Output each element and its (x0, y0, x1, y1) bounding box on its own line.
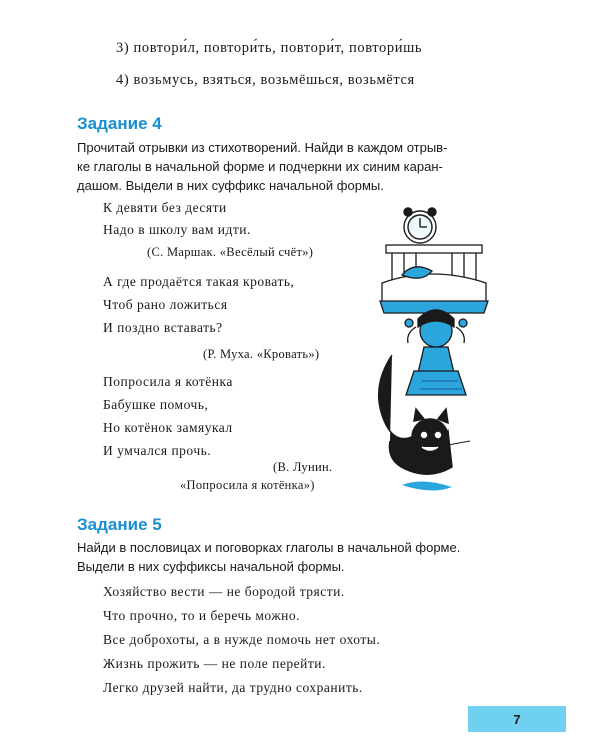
poem-3-line: Попросила я котёнка (103, 374, 233, 389)
poem-3-attribution-author: (В. Лунин. (273, 460, 333, 474)
instruction-line: Выдели в них суффиксы начальной формы. (77, 559, 345, 574)
floor-splash (402, 481, 452, 490)
instruction-line: Найди в пословицах и поговорках глаголы в начальной форме. (77, 540, 461, 555)
poem-1-line: К девяти без десяти (103, 200, 227, 215)
poem-3-attribution-title: «Попросила я котёнка») (180, 478, 315, 492)
instruction-line: ке глаголы в начальной форме и подчеркни их синим каран- (77, 159, 443, 174)
task-5-instruction (77, 538, 460, 576)
task-5-heading: Задание 5 (77, 515, 162, 534)
alarm-clock-icon (404, 208, 436, 243)
girl-bed-cat-illustration (362, 205, 512, 495)
instruction-line: Прочитай отрывки из стихотворений. Найди в каждом отрыв- (77, 140, 448, 155)
poem-3-line: Бабушке помочь, (103, 397, 209, 412)
proverb: Все доброхоты, а в нужде помочь нет охоты. (103, 632, 381, 647)
poem-2-line: Чтоб рано ложиться (103, 297, 228, 312)
bed-icon (380, 245, 488, 313)
page-number-badge (468, 706, 566, 732)
instruction-line: дашом. Выдели в них суффикс начальной формы. (77, 178, 384, 193)
word-list-3: 3) повтори́л, повтори́ть, повтори́т, повтори́шь (116, 40, 423, 56)
poem-3-line: И умчался прочь. (103, 443, 212, 458)
proverb: Что прочно, то и беречь можно. (103, 608, 300, 623)
task-4-instruction (77, 138, 447, 195)
poem-2-attribution: (Р. Муха. «Кровать») (203, 347, 320, 361)
page-number: 7 (513, 711, 521, 727)
poem-3-line: Но котёнок замяукал (103, 420, 233, 435)
girl-figure (405, 310, 467, 395)
proverb: Хозяйство вести — не бородой трясти. (103, 584, 345, 599)
proverb: Легко друзей найти, да трудно сохранить. (103, 680, 363, 695)
poem-2-line: И поздно вставать? (103, 320, 223, 335)
task-4-heading: Задание 4 (77, 114, 162, 133)
word-list-4: 4) возьмусь, взяться, возьмёшься, возьмётся (116, 72, 415, 88)
poem-1-line: Надо в школу вам идти. (103, 222, 251, 237)
poem-2-line: А где продаётся такая кровать, (103, 274, 295, 289)
poem-1-attribution: (С. Маршак. «Весёлый счёт») (147, 245, 314, 259)
proverb: Жизнь прожить — не поле перейти. (103, 656, 326, 671)
